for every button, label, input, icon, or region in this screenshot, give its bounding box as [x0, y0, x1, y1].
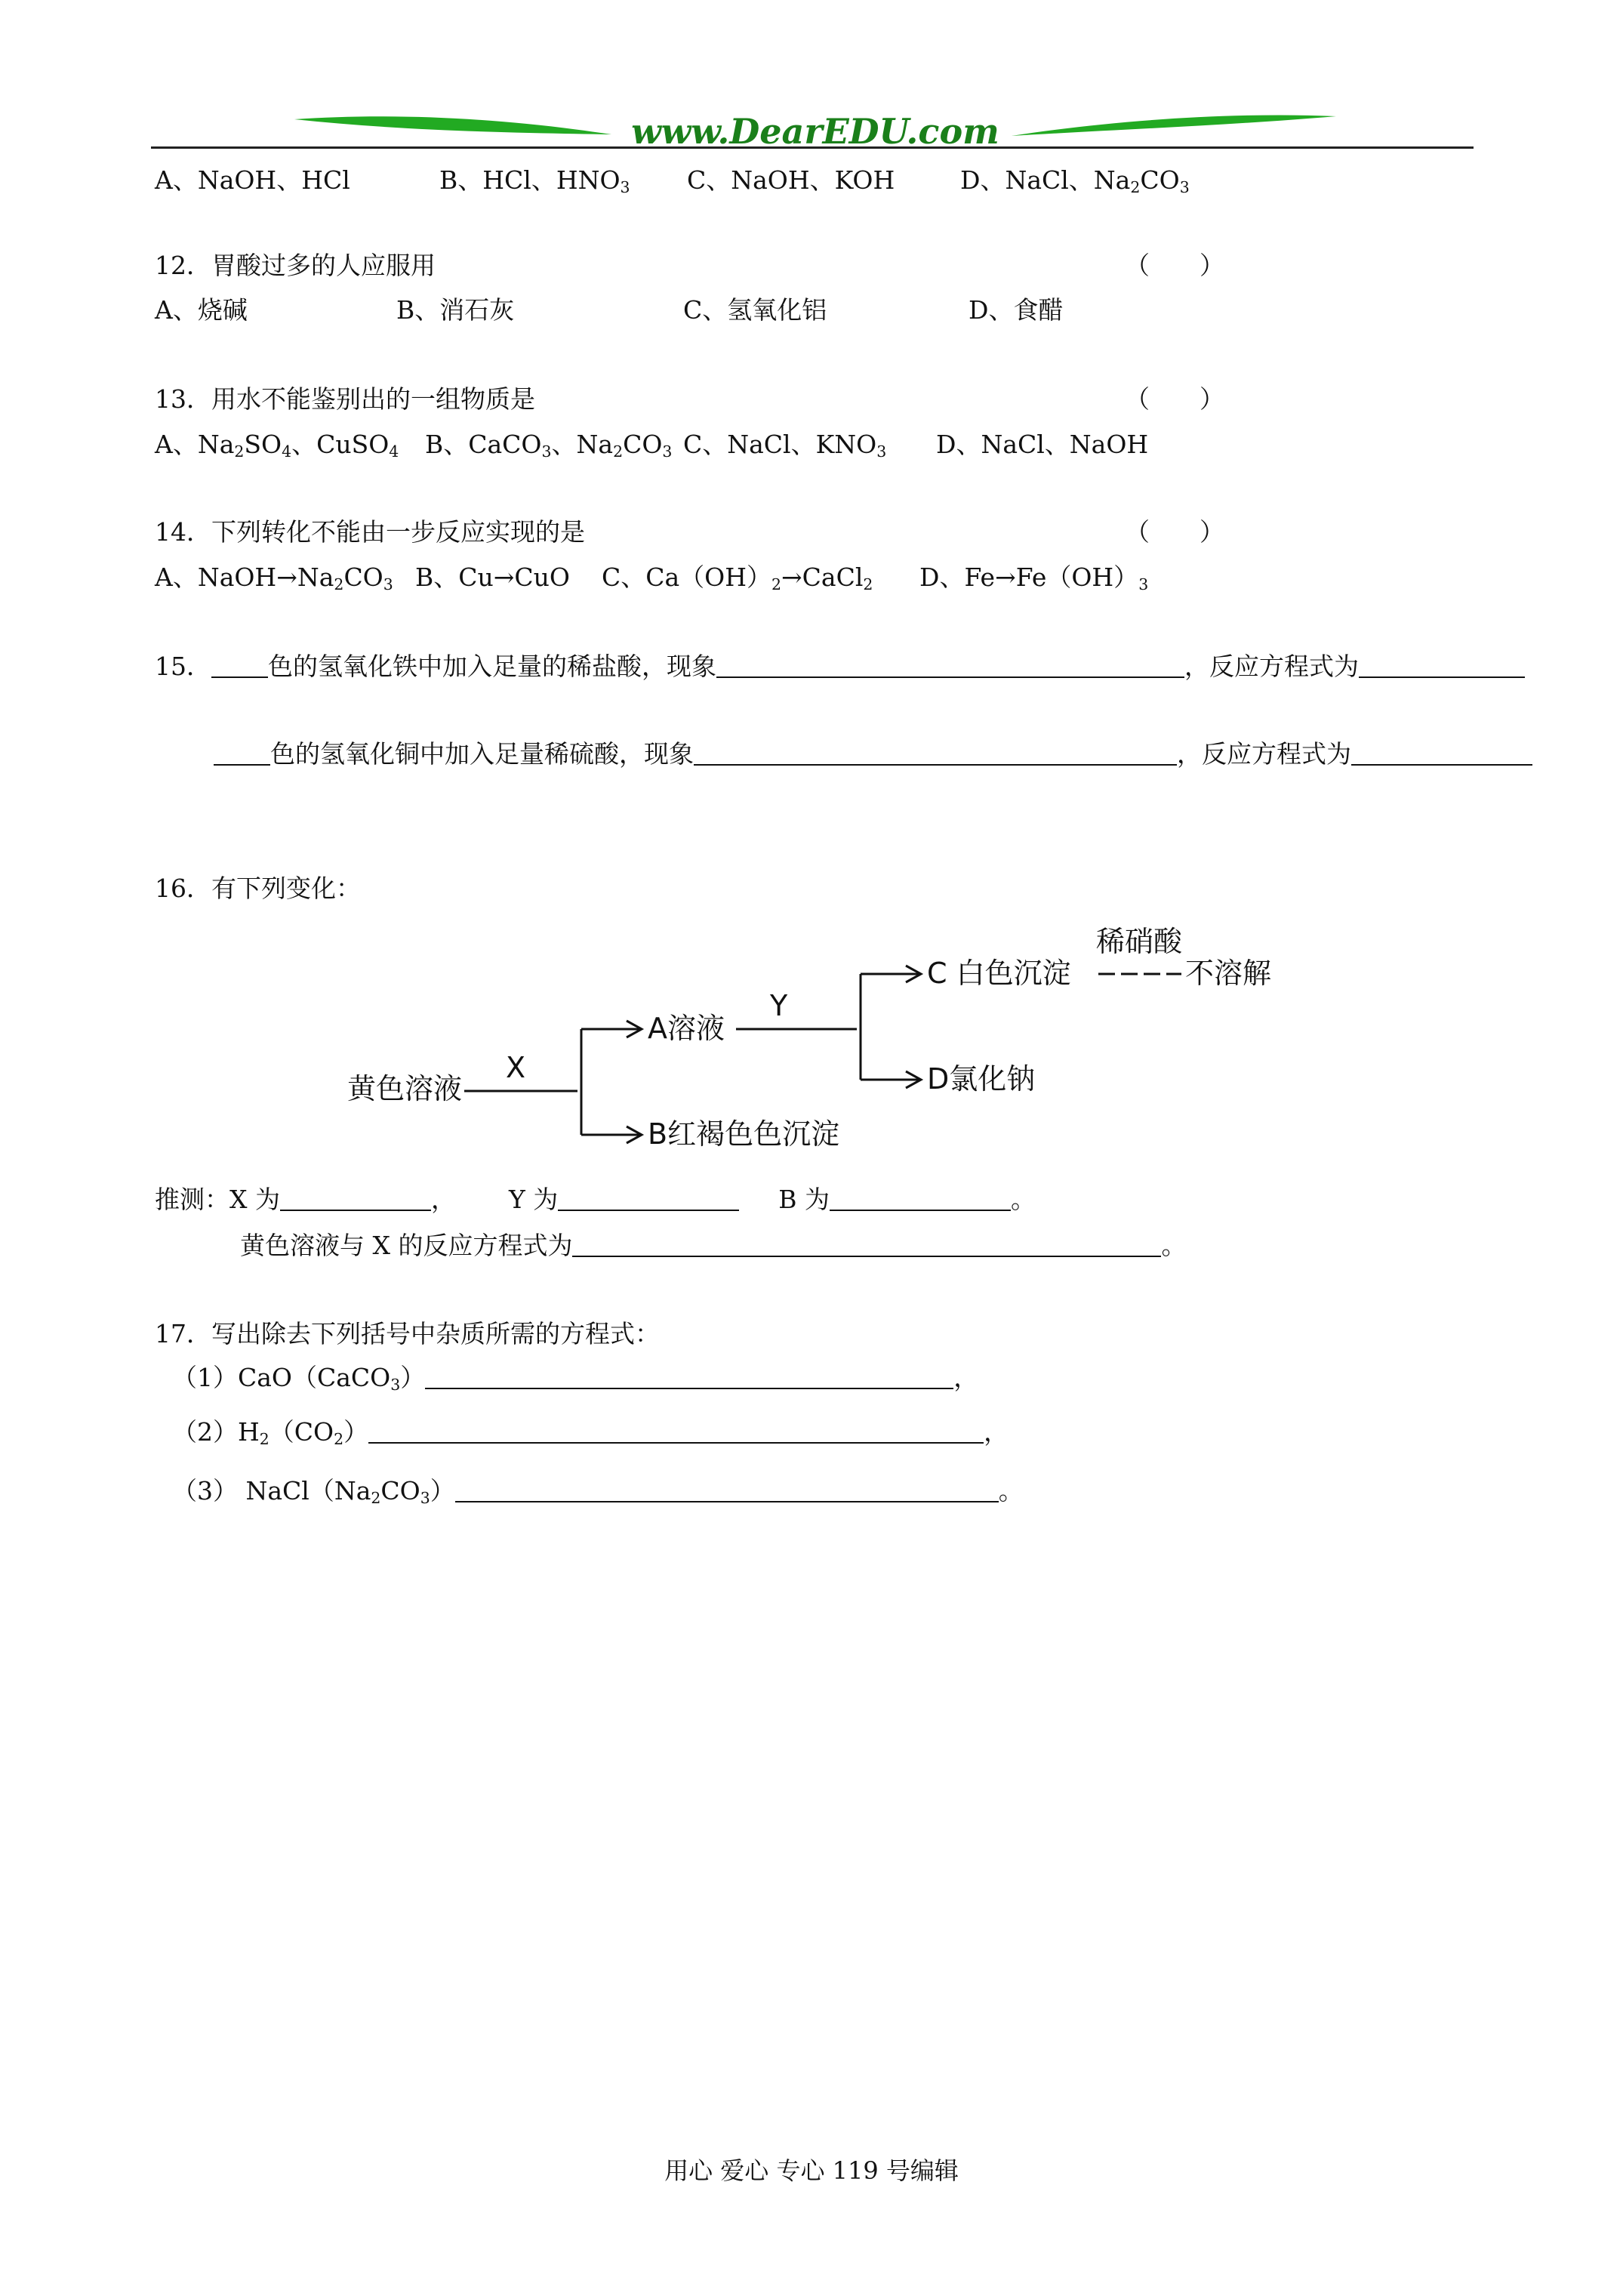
q13-stem: 13．用水不能鉴别出的一组物质是: [155, 384, 535, 414]
q12-answer-paren: （ ）: [1125, 251, 1224, 280]
page-footer: 用心 爱心 专心 119 号编辑: [664, 2156, 959, 2185]
q14-option-d: D、$Fe\to Fe(OH)_3$: [919, 562, 1149, 594]
q17-item-1: （1）CaO（CaCO$_3$） ，: [172, 1363, 979, 1395]
q14-option-b: B、Cu→CuO: [415, 562, 570, 592]
diagram-white-precipitate-c: C 白色沉淀: [927, 957, 1071, 990]
q16-equation-line: 黄色溶液与 X 的反应方程式为 。: [240, 1231, 1187, 1260]
reaction-flow-diagram: [325, 917, 1306, 1159]
diagram-reagent-x: X: [506, 1051, 526, 1084]
q13-option-a: A、$Na_2SO_4$、CuSO$_4$: [155, 430, 399, 461]
q15-phenomenon-blank-2[interactable]: [694, 741, 1177, 766]
q15-color-blank-2[interactable]: [214, 741, 270, 766]
q13-option-d: D、NaCl、NaOH: [936, 430, 1149, 459]
q11-option-d: D、NaCl、$Na_2CO_3$: [960, 165, 1190, 197]
q17-blank-2[interactable]: [368, 1419, 984, 1444]
q11-option-c: C、NaOH、KOH: [687, 165, 895, 195]
diagram-precipitate-b: B红褐色色沉淀: [648, 1117, 840, 1151]
q12-stem: 12．胃酸过多的人应服用: [155, 251, 436, 280]
q16-inference-line: 推测：X 为 ， Y 为 B 为 。: [155, 1185, 1036, 1214]
q11-option-b: B、HCl、$HNO_3$: [439, 165, 630, 197]
q14-option-c: C、$Ca(OH)_2\to CaCl_2$: [602, 562, 873, 594]
header-rule: [151, 146, 1474, 149]
q16-b-blank[interactable]: [830, 1187, 1011, 1211]
q14-option-a: A、$NaOH\to Na_2CO_3$: [155, 562, 393, 594]
diagram-insoluble: 不溶解: [1185, 957, 1272, 990]
q14-answer-paren: （ ）: [1125, 517, 1224, 547]
q12-option-c: C、氢氧化铝: [683, 295, 827, 325]
diagram-reagent-y: Y: [770, 989, 788, 1022]
q17-item-2: $(2)H_2(CO_2)$ ，: [172, 1417, 1009, 1449]
q16-y-blank[interactable]: [558, 1187, 739, 1211]
diagram-dilute-nitric-acid: 稀硝酸: [1096, 925, 1183, 958]
q15-phenomenon-blank-1[interactable]: [716, 654, 1184, 678]
q15-equation-blank-2[interactable]: [1351, 741, 1532, 766]
q16-x-blank[interactable]: [280, 1187, 431, 1211]
q15-line2: 色的氢氧化铜中加入足量稀硫酸，现象 ，反应方程式为: [214, 741, 1532, 766]
q13-answer-paren: （ ）: [1125, 384, 1224, 414]
q11-option-a: A、NaOH、HCl: [155, 165, 350, 195]
q17-blank-1[interactable]: [425, 1365, 953, 1389]
q15-line1: 15． 色的氢氧化铁中加入足量的稀盐酸，现象 ，反应方程式为: [155, 654, 1525, 679]
q14-stem: 14．下列转化不能由一步反应实现的是: [155, 517, 585, 547]
site-logo: www.DearEDU.com: [631, 111, 999, 152]
q15-color-blank-1[interactable]: [211, 654, 268, 678]
q17-blank-3[interactable]: [455, 1478, 999, 1502]
site-banner: [294, 106, 1336, 159]
q15-equation-blank-1[interactable]: [1359, 654, 1525, 678]
diagram-solution-a: A溶液: [648, 1012, 725, 1045]
right-swoosh: [1012, 115, 1336, 136]
q17-item-3: （3） $NaCl(Na_2CO_3)$ 。: [172, 1476, 1024, 1508]
q12-option-a: A、烧碱: [155, 295, 248, 325]
q12-option-d: D、食醋: [969, 295, 1064, 325]
q16-stem: 16．有下列变化：: [155, 874, 361, 903]
q16-equation-blank[interactable]: [572, 1233, 1161, 1257]
diagram-yellow-solution: 黄色溶液: [347, 1072, 463, 1105]
q13-option-b: B、CaCO$_3$、$Na_2CO_3$: [425, 430, 673, 461]
left-swoosh: [294, 116, 611, 134]
q17-stem: 17．写出除去下列括号中杂质所需的方程式：: [155, 1319, 660, 1348]
q13-option-c: C、NaCl、$KNO_3$: [683, 430, 887, 461]
q12-option-b: B、消石灰: [396, 295, 515, 325]
diagram-sodium-chloride-d: D氯化钠: [927, 1062, 1036, 1096]
